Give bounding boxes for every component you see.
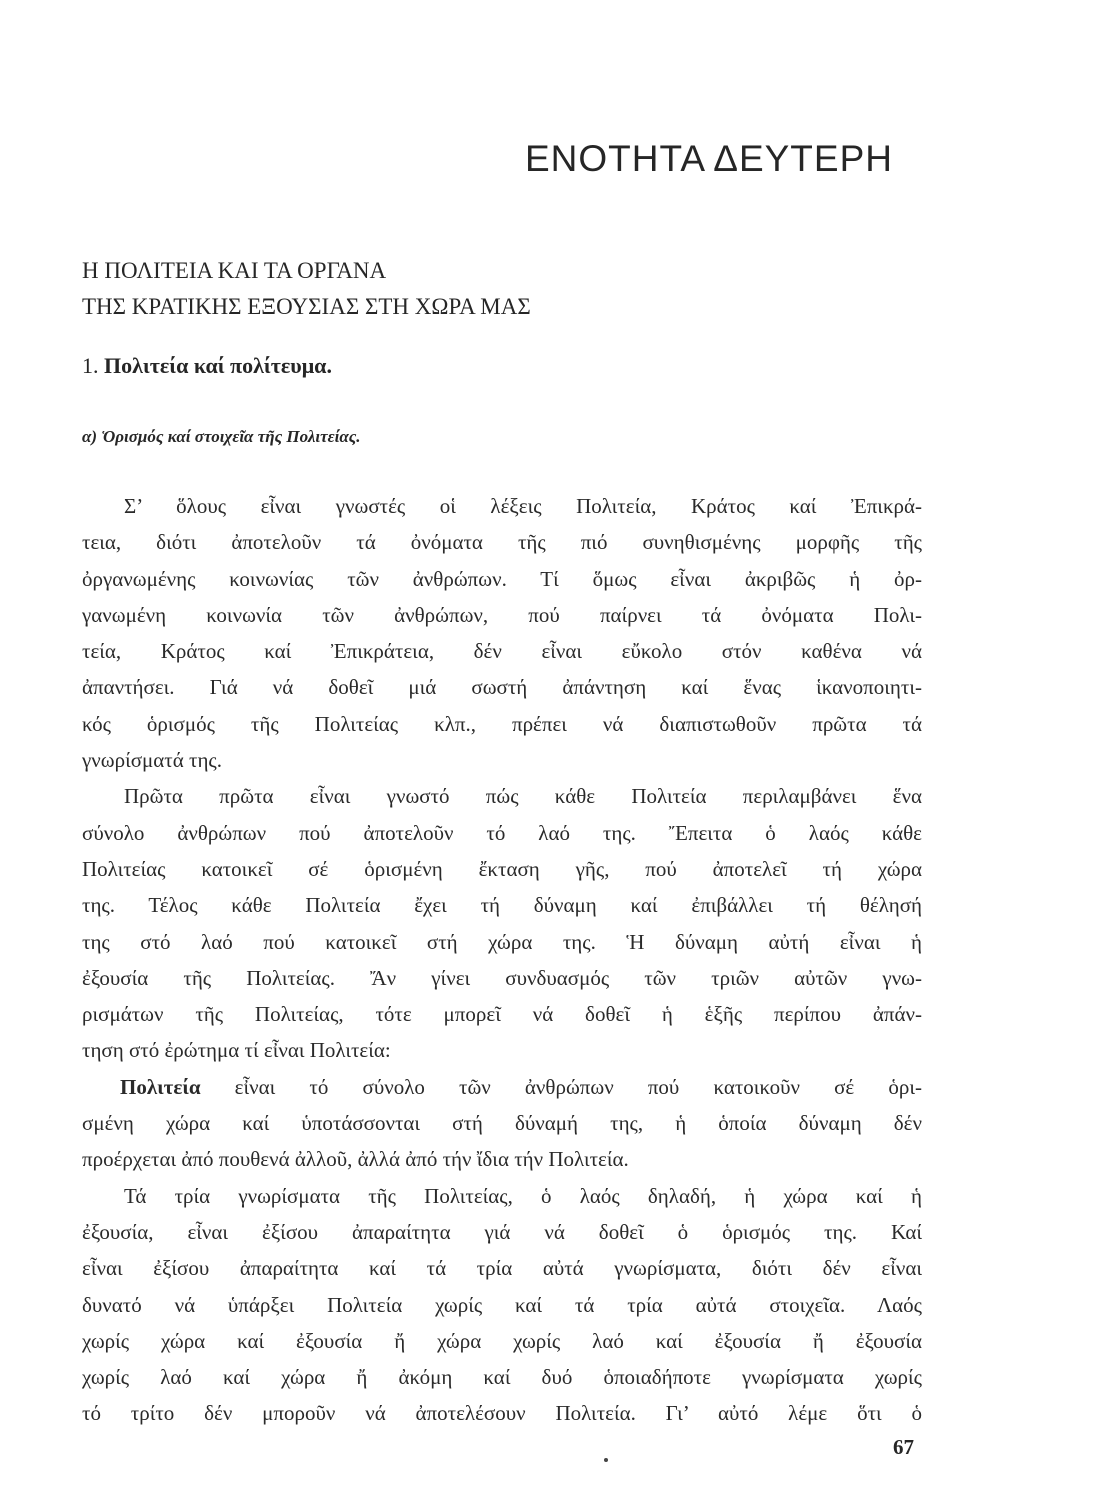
text-line: ἀπαντήσει. Γιά νά δοθεῖ μιά σωστή ἀπάντηση καί ἕνας ἱκανοποιητι- (82, 675, 922, 700)
definition-term: Πολιτεία (120, 1074, 201, 1099)
chapter-title: ΕΝΟΤΗΤΑ ΔΕΥΤΕΡΗ (525, 138, 893, 179)
paragraph-2 (82, 778, 922, 1068)
text-line: ρισμάτων τῆς Πολιτείας, τότε μπορεῖ νά δοθεῖ ἡ ἑξῆς περίπου ἀπάν- (82, 1002, 922, 1027)
page-number: 67 (893, 1435, 914, 1459)
text-line: εἶναι ἐξίσου ἀπαραίτητα καί τά τρία αὐτά γνωρίσματα, διότι δέν εἶναι (82, 1256, 922, 1281)
text-line: προέρχεται ἀπό πουθενά ἀλλοῦ, ἀλλά ἀπό τήν ἴδια τήν Πολιτεία. (82, 1147, 629, 1172)
subsection-title: Πολιτεία καί πολίτευμα. (104, 353, 332, 378)
subsubsection-title: Ὁρισμός καί στοιχεῖα τῆς Πολιτείας. (101, 427, 361, 446)
text-line: γνωρίσματά της. (82, 748, 222, 773)
text-line: δυνατό νά ὑπάρξει Πολιτεία χωρίς καί τά τρία αὐτά στοιχεῖα. Λαός (82, 1292, 922, 1317)
section-heading-line-1: Η ΠΟΛΙΤΕΙΑ ΚΑΙ ΤΑ ΟΡΓΑΝΑ (82, 258, 387, 283)
text-line: κός ὁρισμός τῆς Πολιτείας κλπ., πρέπει νά διαπιστωθοῦν πρῶτα τά (82, 711, 922, 736)
text-line: τεια, διότι ἀποτελοῦν τά ὀνόματα τῆς πιό συνηθισμένης μορφῆς τῆς (82, 530, 922, 555)
definition-paragraph (82, 1069, 922, 1178)
definition-text: εἶναι τό σύνολο τῶν ἀνθρώπων πού κατοικοῦν σέ ὁρι- (200, 1074, 922, 1099)
text-line: Τά τρία γνωρίσματα τῆς Πολιτείας, ὁ λαός δηλαδή, ἡ χώρα καί ἡ (124, 1183, 922, 1208)
text-line: σμένη χώρα καί ὑποτάσσονται στή δύναμή της, ἡ ὁποία δύναμη δέν (82, 1111, 922, 1136)
text-line: χωρίς λαό καί χώρα ἤ ἀκόμη καί δυό ὁποιαδήποτε γνωρίσματα χωρίς (82, 1365, 922, 1390)
text-line: ἐξουσία, εἶναι ἐξίσου ἀπαραίτητα γιά νά δοθεῖ ὁ ὁρισμός της. Καί (82, 1219, 922, 1244)
section-heading-line-2: ΤΗΣ ΚΡΑΤΙΚΗΣ ΕΞΟΥΣΙΑΣ ΣΤΗ ΧΩΡΑ ΜΑΣ (82, 294, 531, 319)
text-line: γανωμένη κοινωνία τῶν ἀνθρώπων, πού παίρνει τά ὀνόματα Πολι- (82, 602, 922, 627)
text-line: της. Τέλος κάθε Πολιτεία ἔχει τή δύναμη καί ἐπιβάλλει τή θέλησή (82, 893, 922, 918)
text-line: τεία, Κράτος καί Ἐπικράτεια, δέν εἶναι εὔκολο στόν καθένα νά (82, 639, 922, 664)
text-line: τηση στό ἐρώτημα τί εἶναι Πολιτεία: (82, 1038, 391, 1063)
text-line: ἐξουσία τῆς Πολιτείας. Ἄν γίνει συνδυασμός τῶν τριῶν αὐτῶν γνω- (82, 965, 922, 990)
body-text (82, 488, 922, 1432)
text-line: χωρίς χώρα καί ἐξουσία ἤ χώρα χωρίς λαό καί ἐξουσία ἤ ἐξουσία (82, 1328, 922, 1353)
text-line: ὀργανωμένης κοινωνίας τῶν ἀνθρώπων. Τί ὅμως εἶναι ἀκριβῶς ἡ ὀρ- (82, 566, 922, 591)
text-line: της στό λαό πού κατοικεῖ στή χώρα της. Ἡ δύναμη αὐτή εἶναι ἡ (82, 929, 922, 954)
text-line: τό τρίτο δέν μποροῦν νά ἀποτελέσουν Πολιτεία. Γι’ αὐτό λέμε ὅτι ὁ (82, 1401, 922, 1426)
text-line: σύνολο ἀνθρώπων πού ἀποτελοῦν τό λαό της. Ἔπειτα ὁ λαός κάθε (82, 820, 922, 845)
paragraph-1 (82, 488, 922, 778)
text-line: Πολιτείας κατοικεῖ σέ ὁρισμένη ἔκταση γῆς, πού ἀποτελεῖ τή χώρα (82, 856, 922, 881)
text-line (82, 1069, 922, 1105)
section-heading (82, 253, 922, 325)
text-line: Πρῶτα πρῶτα εἶναι γνωστό πώς κάθε Πολιτεία περιλαμβάνει ἕνα (124, 784, 922, 809)
subsubsection-label: α) (82, 427, 98, 446)
paragraph-4 (82, 1178, 922, 1432)
text-line: Σ’ ὅλους εἶναι γνωστές οἱ λέξεις Πολιτεία, Κράτος καί Ἐπικρά- (124, 494, 922, 518)
print-speck (604, 1458, 608, 1462)
subsection-heading (82, 353, 332, 379)
subsubsection-heading (82, 427, 361, 447)
subsection-number: 1. (82, 353, 99, 378)
